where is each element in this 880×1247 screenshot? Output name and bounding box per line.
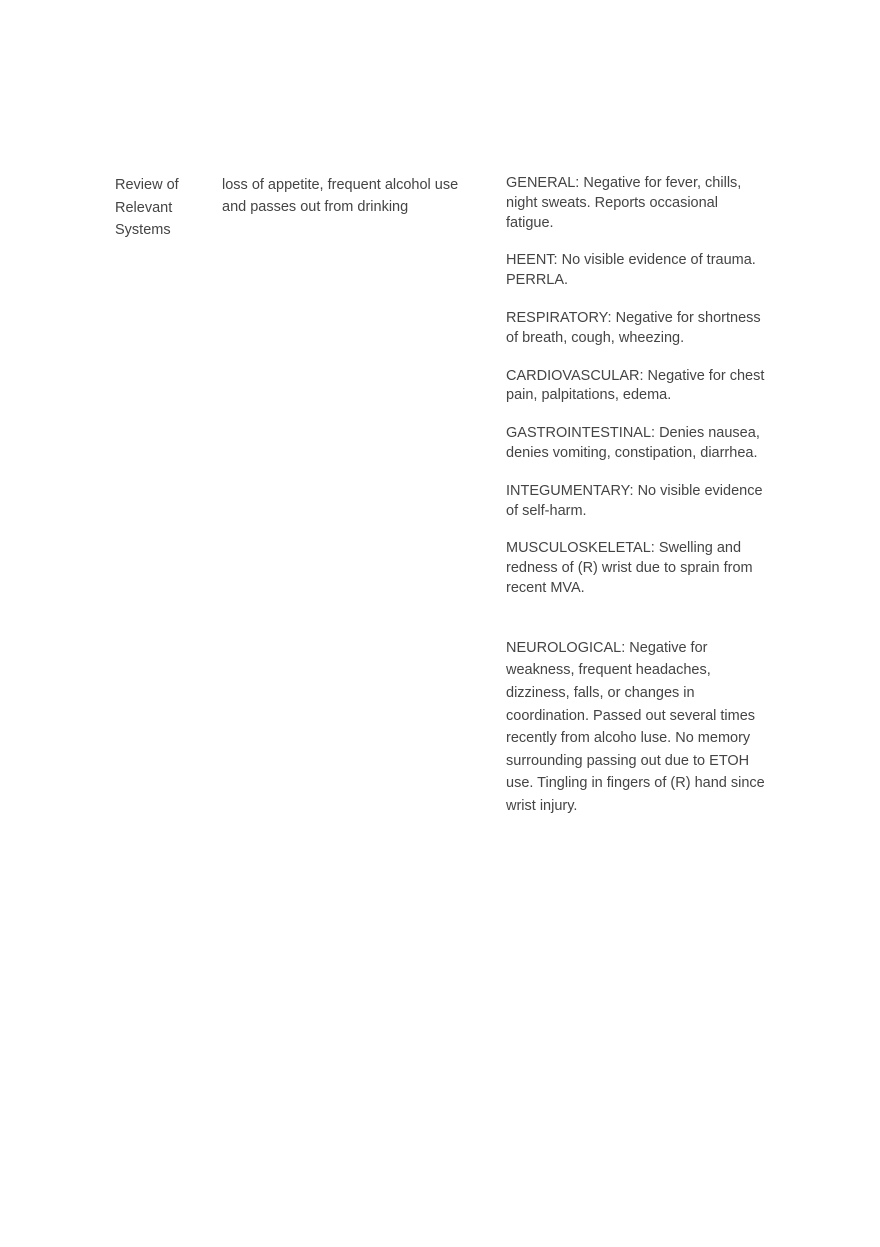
finding-musculoskeletal: MUSCULOSKELETAL: Swelling and redness of (R) wrist due to sprain from recent MVA. bbox=[506, 540, 753, 596]
section-label bbox=[115, 174, 210, 242]
finding-cardiovascular: CARDIOVASCULAR: Negative for chest pain, palpitations, edema. bbox=[506, 367, 765, 404]
history-text: loss of appetite, frequent alcohol use and passes out from drinking bbox=[222, 177, 459, 215]
section-label-line-1: Review of bbox=[115, 177, 179, 193]
section-label-line-3: Systems bbox=[115, 222, 171, 238]
finding-heent: HEENT: No visible evidence of trauma. PERRLA. bbox=[506, 252, 756, 289]
findings-column bbox=[506, 174, 768, 818]
finding-respiratory: RESPIRATORY: Negative for shortness of breath, cough, wheezing. bbox=[506, 309, 761, 346]
finding-neurological: NEUROLOGICAL: Negative for weakness, frequent headaches, dizziness, falls, or changes in coordination. Passed out several times recently from alcoho luse. No memory surrounding passing out due to ETOH use. Tingling in fingers of (R) hand since wrist injury. bbox=[506, 639, 765, 814]
finding-general: GENERAL: Negative for fever, chills, night sweats. Reports occasional fatigue. bbox=[506, 175, 742, 231]
section-label-line-2: Relevant bbox=[115, 199, 173, 216]
finding-gastrointestinal: GASTROINTESTINAL: Denies nausea, denies vomiting, constipation, diarrhea. bbox=[506, 425, 760, 461]
finding-integumentary: INTEGUMENTARY: No visible evidence of self-harm. bbox=[506, 482, 763, 519]
